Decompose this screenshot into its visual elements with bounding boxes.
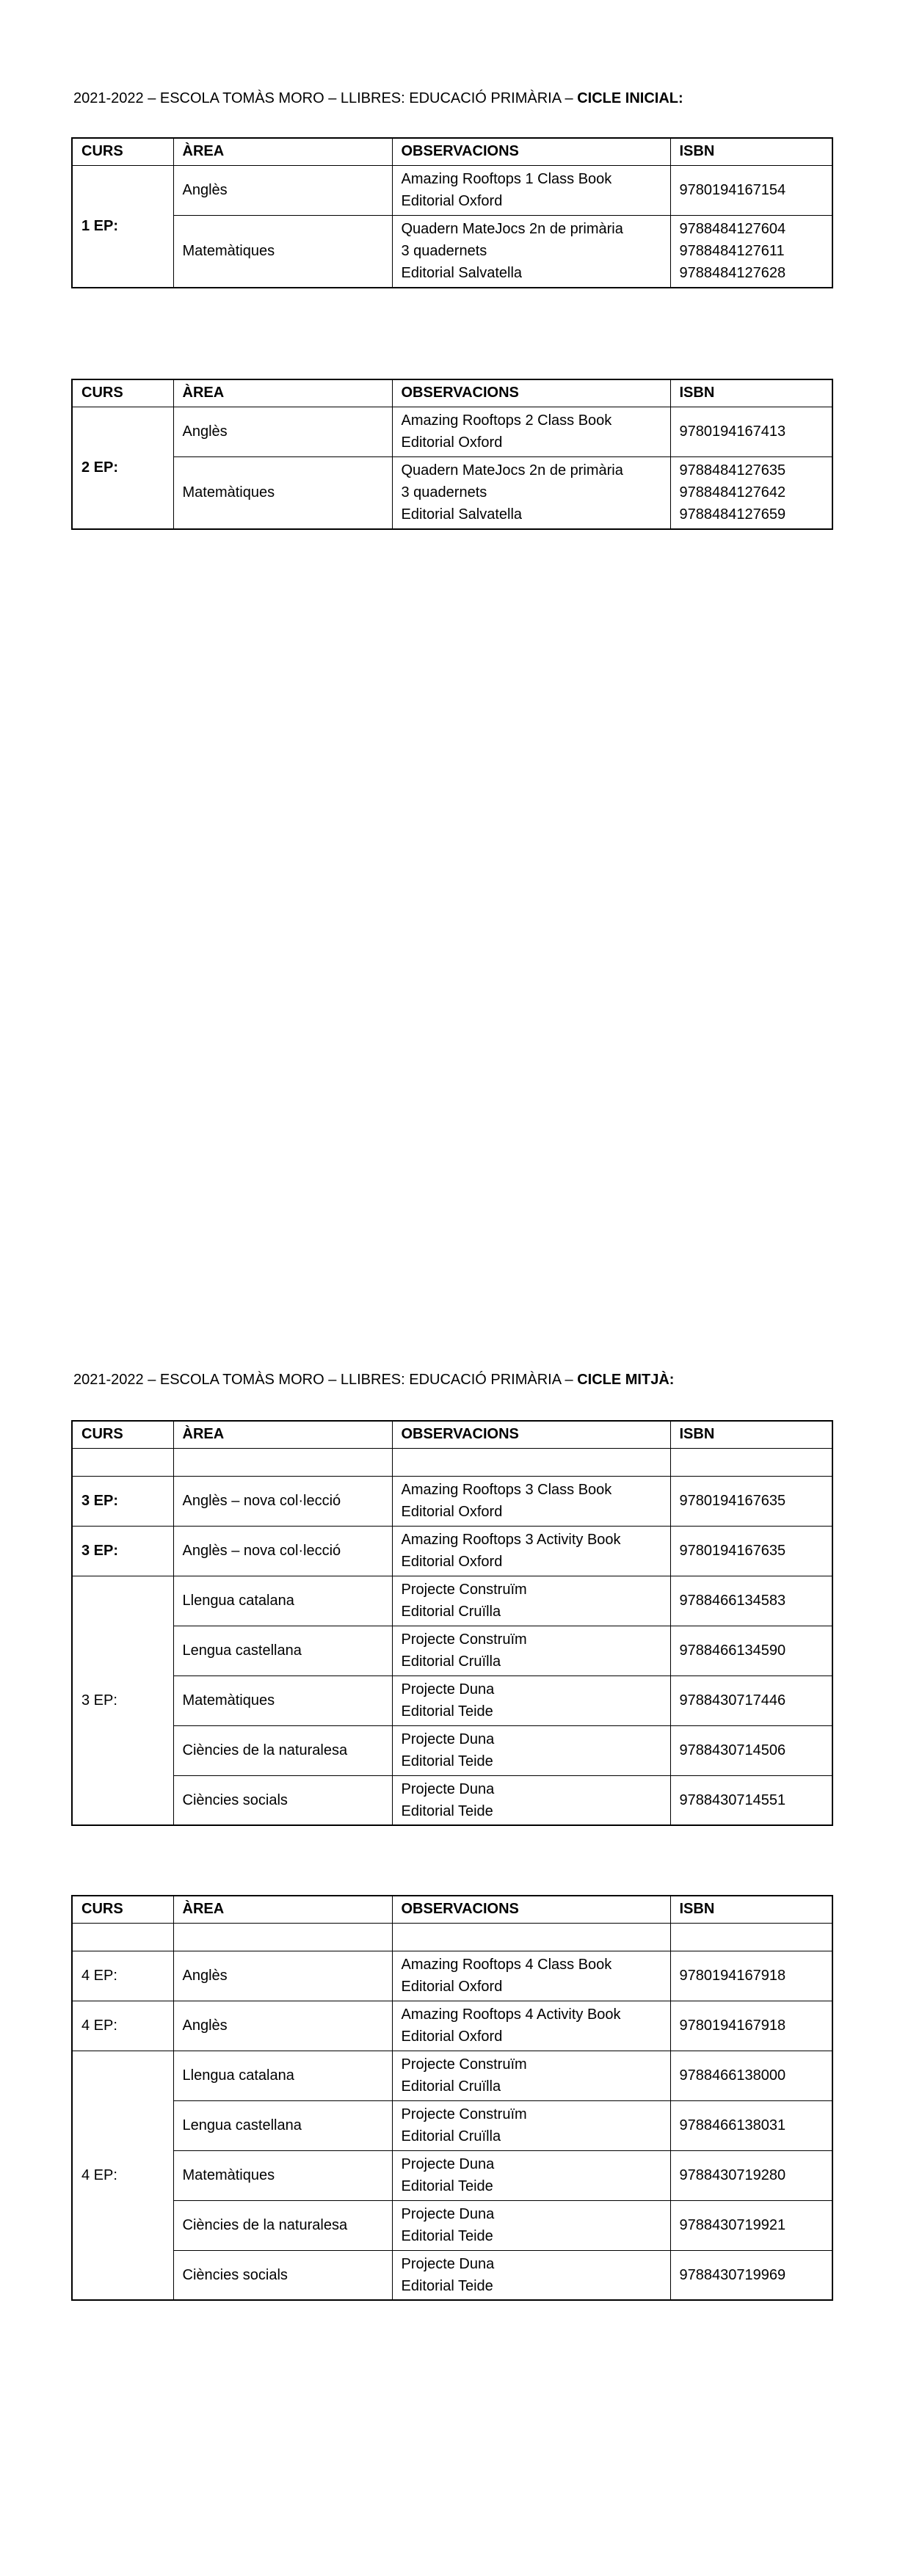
- cell-line: 9788430719969: [679, 2266, 786, 2283]
- table-row: [72, 1448, 832, 1476]
- cell-line: Lengua castellana: [182, 2117, 302, 2133]
- table-row: [72, 2150, 832, 2200]
- cell-observacions: [392, 1476, 670, 1526]
- cell-line: Anglès: [182, 182, 228, 198]
- cell-line: 9788484127604: [679, 221, 786, 238]
- cell-observacions: [392, 456, 670, 529]
- cell-curs: [72, 1923, 173, 1951]
- cell-line: Anglès: [182, 1968, 228, 1984]
- cell-observacions: [392, 1576, 670, 1626]
- cell-line: Editorial Oxford: [401, 434, 503, 451]
- table-row: [72, 456, 832, 529]
- cell-line: Editorial Cruïlla: [401, 2128, 501, 2144]
- column-header-curs: CURS: [72, 379, 173, 407]
- cell-line: 4 EP:: [81, 2166, 117, 2183]
- cell-isbn: [670, 456, 832, 529]
- cell-area: [173, 215, 392, 288]
- cell-observacions: [392, 2051, 670, 2100]
- column-header-area: ÀREA: [173, 379, 392, 407]
- cell-line: Lengua castellana: [182, 1642, 302, 1659]
- table-row: [72, 2001, 832, 2051]
- table-row: [72, 1923, 832, 1951]
- cell-area: [173, 2150, 392, 2200]
- cell-line: 9788430719280: [679, 2167, 786, 2183]
- section-title-emphasis: CICLE INICIAL:: [577, 90, 683, 106]
- cell-curs: [72, 2051, 173, 2300]
- cell-observacions: [392, 2250, 670, 2300]
- cell-line: Projecte Duna: [401, 1731, 495, 1747]
- cell-area: [173, 1448, 392, 1476]
- column-header-curs: CURS: [72, 138, 173, 165]
- cell-line: Ciències socials: [182, 1791, 288, 1808]
- table-row: [72, 1775, 832, 1825]
- cell-line: Ciències socials: [182, 2266, 288, 2283]
- cell-line: 9788430717446: [679, 1692, 786, 1709]
- cell-area: [173, 1576, 392, 1626]
- cell-curs: [72, 2001, 173, 2051]
- cell-line: Quadern MateJocs 2n de primària: [401, 221, 623, 238]
- cell-line: 9788430714506: [679, 1742, 786, 1758]
- section-title-emphasis: CICLE MITJÀ:: [577, 1372, 675, 1388]
- cell-curs: [72, 1951, 173, 2001]
- cell-line: Ciències de la naturalesa: [182, 1742, 348, 1758]
- cell-line: 3 EP:: [81, 1543, 119, 1559]
- table-1ep: [71, 137, 833, 288]
- cell-line: 3 quadernets: [401, 484, 487, 501]
- cell-line: 9780194167918: [679, 2017, 786, 2034]
- table-row: [72, 2250, 832, 2300]
- header-row: [72, 138, 832, 165]
- table-row: [72, 2051, 832, 2100]
- section-title-cicle-inicial: [73, 89, 683, 108]
- cell-line: Editorial Oxford: [401, 2029, 503, 2045]
- cell-line: Projecte Duna: [401, 2206, 495, 2222]
- cell-line: 9780194167413: [679, 423, 786, 440]
- cell-isbn: [670, 2001, 832, 2051]
- cell-line: Projecte Construïm: [401, 2106, 527, 2122]
- table-row: [72, 2200, 832, 2250]
- cell-line: Projecte Construïm: [401, 2056, 527, 2073]
- cell-line: Anglès – nova col·lecció: [182, 1543, 341, 1559]
- cell-line: Projecte Construïm: [401, 1582, 527, 1598]
- cell-line: 2 EP:: [81, 459, 119, 476]
- column-header-isbn: ISBN: [670, 138, 832, 165]
- cell-line: 9788484127611: [679, 243, 785, 260]
- cell-observacions: [392, 1923, 670, 1951]
- cell-isbn: [670, 1476, 832, 1526]
- cell-line: Editorial Teide: [401, 2228, 493, 2244]
- cell-line: 3 quadernets: [401, 243, 487, 260]
- cell-line: Projecte Duna: [401, 2156, 495, 2172]
- cell-line: Projecte Duna: [401, 2255, 495, 2272]
- cell-area: [173, 1476, 392, 1526]
- cell-line: Editorial Teide: [401, 2277, 493, 2294]
- cell-isbn: [670, 1775, 832, 1825]
- cell-curs: [72, 407, 173, 529]
- cell-curs: [72, 1526, 173, 1576]
- cell-isbn: [670, 1626, 832, 1676]
- cell-isbn: [670, 2150, 832, 2200]
- cell-area: [173, 1626, 392, 1676]
- table-3ep: [71, 1420, 833, 1826]
- column-header-observacions: OBSERVACIONS: [392, 1896, 670, 1923]
- cell-isbn: [670, 215, 832, 288]
- cell-area: [173, 456, 392, 529]
- column-header-observacions: OBSERVACIONS: [392, 379, 670, 407]
- cell-isbn: [670, 407, 832, 456]
- cell-line: 9780194167635: [679, 1493, 786, 1509]
- cell-observacions: [392, 165, 670, 215]
- cell-curs: [72, 165, 173, 288]
- cell-isbn: [670, 1448, 832, 1476]
- cell-line: Projecte Duna: [401, 1681, 495, 1698]
- book-table-2ep: [71, 379, 833, 530]
- cell-area: [173, 1951, 392, 2001]
- cell-line: Matemàtiques: [182, 1692, 275, 1709]
- table-row: [72, 1676, 832, 1725]
- cell-line: 9788466134583: [679, 1593, 786, 1609]
- cell-area: [173, 165, 392, 215]
- cell-line: 4 EP:: [81, 2017, 117, 2034]
- cell-area: [173, 1725, 392, 1775]
- cell-line: Amazing Rooftops 3 Activity Book: [401, 1532, 621, 1548]
- column-header-area: ÀREA: [173, 1896, 392, 1923]
- cell-line: Ciències de la naturalesa: [182, 2217, 348, 2233]
- cell-line: Anglès: [182, 2017, 228, 2034]
- cell-observacions: [392, 2200, 670, 2250]
- cell-line: 9788484127642: [679, 484, 786, 501]
- cell-observacions: [392, 1448, 670, 1476]
- book-table-1ep: [71, 137, 833, 288]
- cell-observacions: [392, 407, 670, 456]
- cell-line: Anglès: [182, 423, 228, 440]
- section-title-prefix: 2021-2022 – ESCOLA TOMÀS MORO – LLIBRES: EDUCACIÓ PRIMÀRIA –: [73, 90, 578, 106]
- cell-line: 9788430714551: [679, 1791, 786, 1808]
- cell-area: [173, 1676, 392, 1725]
- section-title-cicle-mitja: [73, 1370, 674, 1389]
- cell-observacions: [392, 1676, 670, 1725]
- column-header-area: ÀREA: [173, 1421, 392, 1448]
- cell-line: 9780194167635: [679, 1543, 786, 1559]
- cell-area: [173, 2250, 392, 2300]
- table-row: [72, 2100, 832, 2150]
- cell-line: Editorial Teide: [401, 1802, 493, 1819]
- cell-area: [173, 2100, 392, 2150]
- table-row: [72, 407, 832, 456]
- table-row: [72, 1576, 832, 1626]
- table-row: [72, 165, 832, 215]
- cell-line: Amazing Rooftops 4 Class Book: [401, 1957, 612, 1973]
- cell-isbn: [670, 1526, 832, 1576]
- column-header-curs: CURS: [72, 1896, 173, 1923]
- cell-line: Editorial Teide: [401, 1703, 493, 1720]
- column-header-area: ÀREA: [173, 138, 392, 165]
- cell-line: 9788466138031: [679, 2117, 786, 2133]
- cell-line: Editorial Oxford: [401, 1504, 503, 1520]
- column-header-isbn: ISBN: [670, 1421, 832, 1448]
- table-row: [72, 1951, 832, 2001]
- cell-line: Amazing Rooftops 1 Class Book: [401, 171, 612, 187]
- cell-area: [173, 2051, 392, 2100]
- cell-observacions: [392, 2100, 670, 2150]
- cell-line: Llengua catalana: [182, 2067, 294, 2084]
- cell-line: Editorial Salvatella: [401, 265, 523, 282]
- cell-isbn: [670, 2051, 832, 2100]
- cell-observacions: [392, 215, 670, 288]
- cell-line: Editorial Salvatella: [401, 506, 523, 523]
- cell-isbn: [670, 2100, 832, 2150]
- section-title-prefix: 2021-2022 – ESCOLA TOMÀS MORO – LLIBRES: EDUCACIÓ PRIMÀRIA –: [73, 1372, 578, 1388]
- table-row: [72, 1626, 832, 1676]
- cell-line: 4 EP:: [81, 1968, 117, 1984]
- cell-line: Projecte Duna: [401, 1780, 495, 1797]
- cell-area: [173, 2200, 392, 2250]
- cell-isbn: [670, 1725, 832, 1775]
- table-4ep: [71, 1895, 833, 2301]
- cell-observacions: [392, 1951, 670, 2001]
- cell-observacions: [392, 1526, 670, 1576]
- cell-line: Matemàtiques: [182, 484, 275, 501]
- cell-line: 9780194167918: [679, 1968, 786, 1984]
- cell-line: Amazing Rooftops 4 Activity Book: [401, 2006, 621, 2023]
- header-row: [72, 1896, 832, 1923]
- cell-line: 9788484127628: [679, 265, 786, 282]
- cell-line: Editorial Oxford: [401, 193, 503, 209]
- cell-area: [173, 1923, 392, 1951]
- cell-isbn: [670, 165, 832, 215]
- cell-curs: [72, 1476, 173, 1526]
- cell-line: 1 EP:: [81, 218, 119, 235]
- cell-observacions: [392, 1775, 670, 1825]
- cell-isbn: [670, 1923, 832, 1951]
- cell-line: Editorial Oxford: [401, 1979, 503, 1995]
- table-2ep: [71, 379, 833, 530]
- table-row: [72, 1476, 832, 1526]
- cell-line: Editorial Teide: [401, 2178, 493, 2194]
- column-header-observacions: OBSERVACIONS: [392, 1421, 670, 1448]
- column-header-isbn: ISBN: [670, 1896, 832, 1923]
- cell-line: 3 EP:: [81, 1692, 117, 1709]
- cell-line: Quadern MateJocs 2n de primària: [401, 462, 623, 479]
- cell-line: Editorial Oxford: [401, 1554, 503, 1570]
- cell-line: 3 EP:: [81, 1493, 119, 1509]
- header-row: [72, 379, 832, 407]
- cell-line: Anglès – nova col·lecció: [182, 1493, 341, 1509]
- column-header-isbn: ISBN: [670, 379, 832, 407]
- cell-line: Amazing Rooftops 3 Class Book: [401, 1482, 612, 1498]
- cell-line: 9788466138000: [679, 2067, 786, 2084]
- cell-area: [173, 1775, 392, 1825]
- cell-line: 9788484127659: [679, 506, 786, 523]
- table-row: [72, 1725, 832, 1775]
- cell-observacions: [392, 1626, 670, 1676]
- cell-line: Projecte Construïm: [401, 1631, 527, 1648]
- cell-observacions: [392, 2150, 670, 2200]
- cell-line: Editorial Teide: [401, 1753, 493, 1769]
- cell-line: Matemàtiques: [182, 243, 275, 260]
- cell-line: Editorial Cruïlla: [401, 1604, 501, 1620]
- cell-curs: [72, 1448, 173, 1476]
- cell-line: Llengua catalana: [182, 1593, 294, 1609]
- cell-isbn: [670, 1951, 832, 2001]
- cell-observacions: [392, 1725, 670, 1775]
- book-table-3ep: [71, 1420, 833, 1826]
- cell-area: [173, 407, 392, 456]
- table-row: [72, 215, 832, 288]
- cell-area: [173, 2001, 392, 2051]
- column-header-observacions: OBSERVACIONS: [392, 138, 670, 165]
- cell-line: 9788484127635: [679, 462, 786, 479]
- cell-isbn: [670, 1676, 832, 1725]
- column-header-curs: CURS: [72, 1421, 173, 1448]
- header-row: [72, 1421, 832, 1448]
- cell-line: 9780194167154: [679, 182, 786, 198]
- book-table-4ep: [71, 1895, 833, 2301]
- table-row: [72, 1526, 832, 1576]
- cell-isbn: [670, 1576, 832, 1626]
- cell-area: [173, 1526, 392, 1576]
- cell-line: Matemàtiques: [182, 2167, 275, 2183]
- cell-isbn: [670, 2200, 832, 2250]
- cell-line: Editorial Cruïlla: [401, 2078, 501, 2095]
- cell-line: Amazing Rooftops 2 Class Book: [401, 412, 612, 429]
- cell-line: Editorial Cruïlla: [401, 1653, 501, 1670]
- cell-line: 9788430719921: [679, 2217, 786, 2233]
- cell-observacions: [392, 2001, 670, 2051]
- cell-isbn: [670, 2250, 832, 2300]
- cell-line: 9788466134590: [679, 1642, 786, 1659]
- cell-curs: [72, 1576, 173, 1825]
